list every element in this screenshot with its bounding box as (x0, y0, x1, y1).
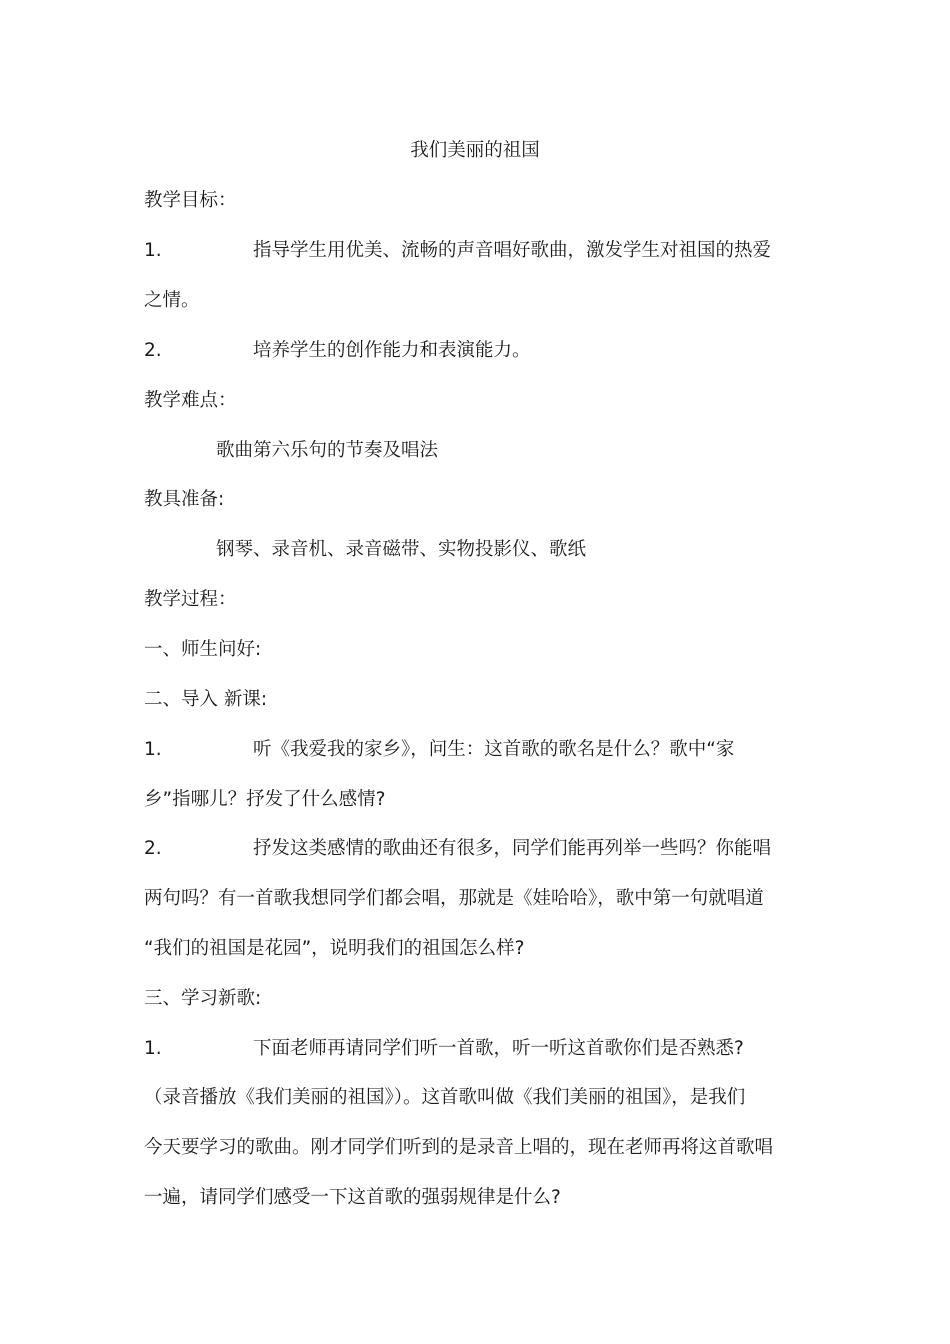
document-title: 我们美丽的祖国 (410, 140, 540, 161)
objective-1-text-continued: 之情。 (144, 290, 200, 311)
tools-heading: 教具准备: (144, 489, 225, 510)
intro-2-text: 抒发这类感情的歌曲还有很多，同学们能再列举一些吗？你能唱 (253, 838, 772, 859)
intro-1-number: 1. (144, 739, 162, 760)
process-heading: 教学过程： (144, 589, 237, 610)
learn-1-text: 下面老师再请同学们听一首歌，听一听这首歌你们是否熟悉? (253, 1038, 744, 1059)
objectives-heading: 教学目标： (144, 190, 237, 211)
intro-1-text-continued: 乡”指哪儿？抒发了什么感情? (144, 789, 386, 810)
objective-1-number: 1. (144, 240, 162, 261)
learn-1-text-line-3: 今天要学习的歌曲。刚才同学们听到的是录音上唱的，现在老师再将这首歌唱 (144, 1137, 774, 1158)
step-1-greeting: 一、师生问好: (144, 639, 262, 660)
objective-2-text: 培养学生的创作能力和表演能力。 (253, 340, 531, 361)
learn-1-text-line-4: 一遍，请同学们感受一下这首歌的强弱规律是什么? (144, 1187, 561, 1208)
difficulty-text: 歌曲第六乐句的节奏及唱法 (216, 440, 439, 461)
intro-1-text: 听《我爱我的家乡》，问生：这首歌的歌名是什么？歌中“家 (253, 739, 735, 760)
intro-2-text-line-2: 两句吗？有一首歌我想同学们都会唱，那就是《娃哈哈》，歌中第一句就唱道 (144, 888, 764, 909)
learn-1-number: 1. (144, 1038, 162, 1059)
objective-1-text: 指导学生用优美、流畅的声音唱好歌曲，激发学生对祖国的热爱 (253, 240, 772, 261)
step-2-introduction: 二、导入 新课: (144, 689, 268, 710)
step-3-learn-song: 三、学习新歌: (144, 988, 262, 1009)
learn-1-text-line-2: （录音播放《我们美丽的祖国》）。这首歌叫做《我们美丽的祖国》，是我们 (144, 1087, 746, 1108)
tools-text: 钢琴、录音机、录音磁带、实物投影仪、歌纸 (216, 539, 587, 560)
objective-2-number: 2. (144, 340, 162, 361)
difficulty-heading: 教学难点： (144, 390, 237, 411)
intro-2-number: 2. (144, 838, 162, 859)
intro-2-text-line-3: “我们的祖国是花园”，说明我们的祖国怎么样? (144, 938, 525, 959)
